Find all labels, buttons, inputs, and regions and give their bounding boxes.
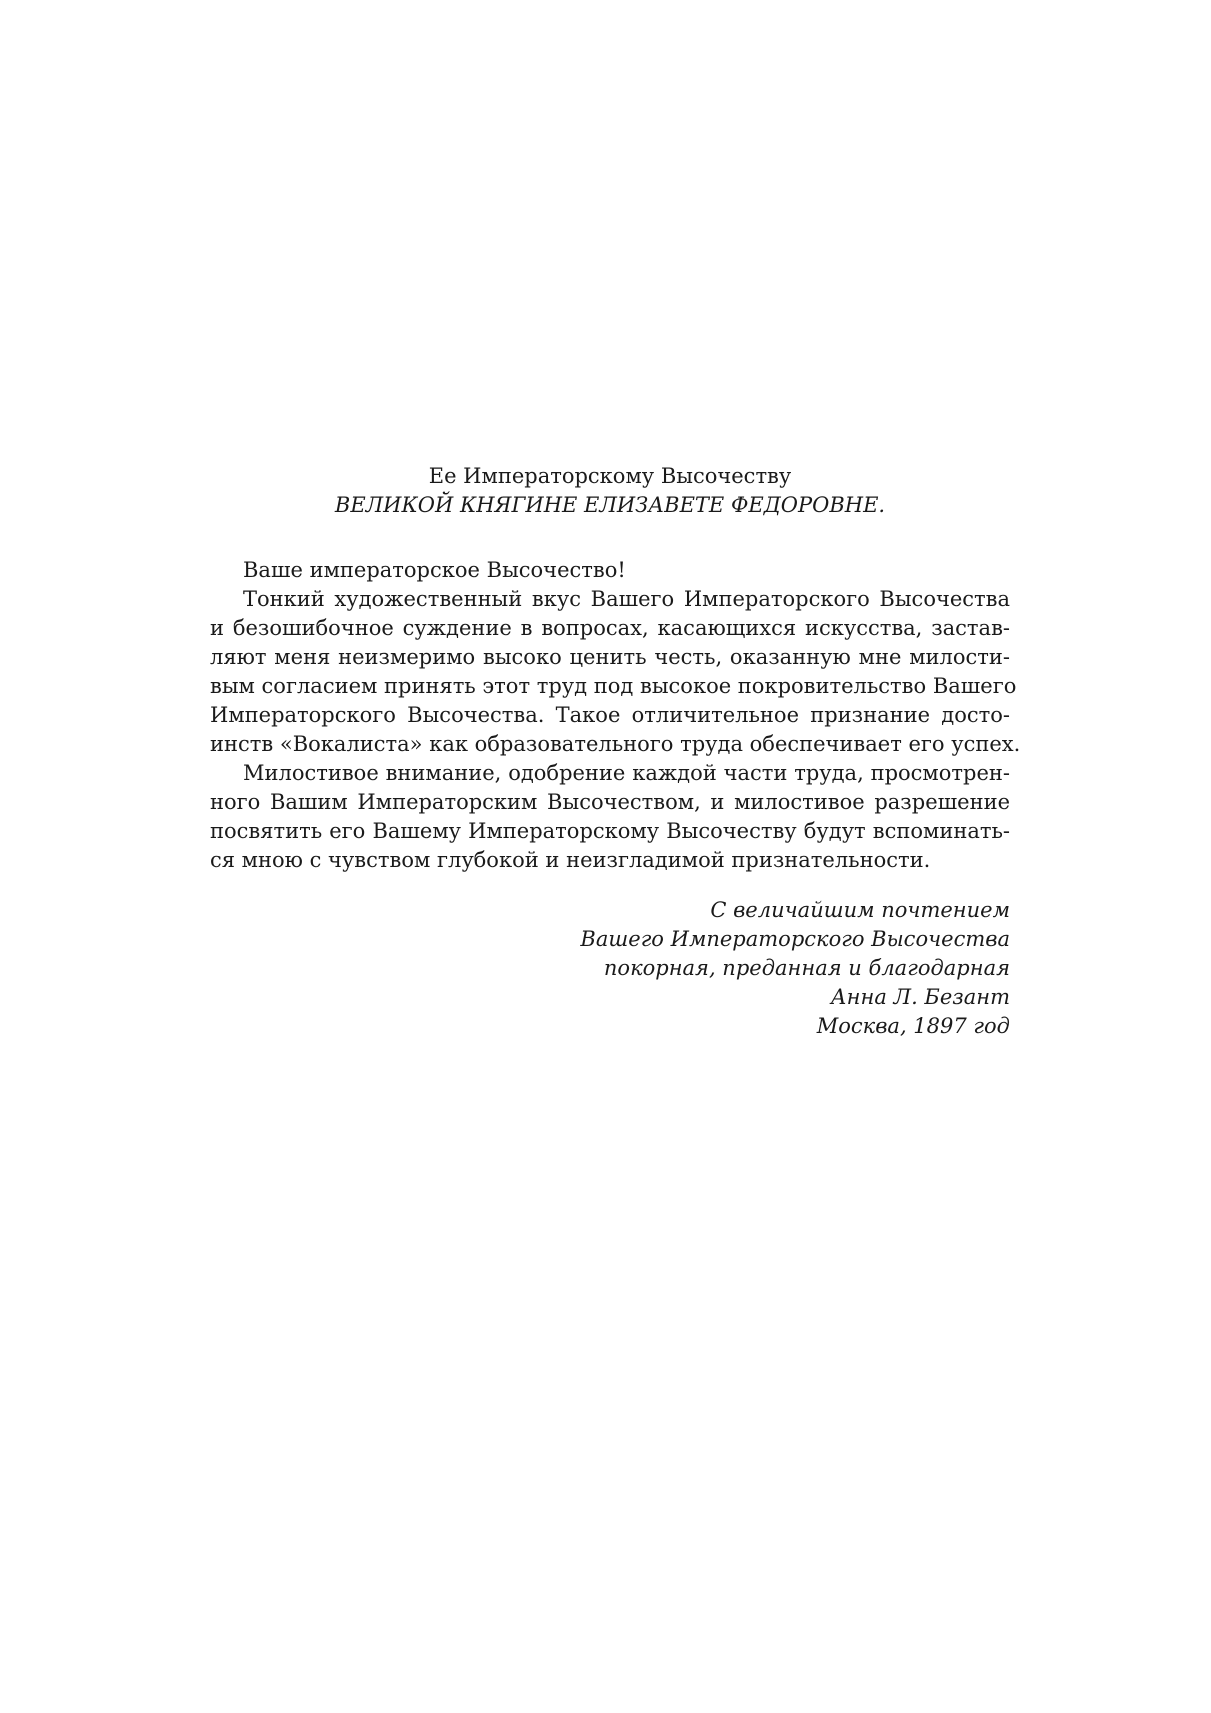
paragraph-2-line: ного Вашим Императорским Высочеством, и милостивое разрешение: [210, 790, 1010, 814]
letter-body: [210, 556, 1021, 875]
signature-place-date: Москва, 1897 год: [816, 1014, 1010, 1038]
paragraph-2-line: посвятить его Вашему Императорскому Высочеству будут вспоминать-: [210, 819, 1010, 843]
signature-author: Анна Л. Безант: [830, 985, 1010, 1009]
paragraph-1-line: и безошибочное суждение в вопросах, касающихся искусства, застав-: [210, 616, 1010, 640]
salutation: Ваше императорское Высочество!: [243, 558, 626, 582]
paragraph-1-line: ляют меня неизмеримо высоко ценить честь, оказанную мне милости-: [210, 645, 1010, 669]
signature-closing: С величайшим почтением: [710, 898, 1010, 922]
dedication-line-2: ВЕЛИКОЙ КНЯГИНЕ ЕЛИЗАВЕТЕ ФЕДОРОВНЕ.: [334, 493, 886, 517]
paragraph-2-line: Милостивое внимание, одобрение каждой части труда, просмотрен-: [243, 761, 1010, 785]
signature-block: [580, 896, 1010, 1041]
signature-addressee: Вашего Императорского Высочества: [580, 927, 1010, 951]
paragraph-1-line: инств «Вокалиста» как образовательного труда обеспечивает его успех.: [210, 732, 1021, 756]
paragraph-1-line: Тонкий художественный вкус Вашего Императорского Высочества: [243, 587, 1010, 611]
paragraph-1-line: вым согласием принять этот труд под высокое покровительство Вашего: [210, 674, 1017, 698]
signature-sentiment: покорная, преданная и благодарная: [603, 956, 1010, 980]
dedication-line-1: Ее Императорскому Высочеству: [428, 464, 792, 488]
paragraph-1-line: Императорского Высочества. Такое отличительное признание досто-: [210, 703, 1010, 727]
paragraph-2-line: ся мною с чувством глубокой и неизгладимой признательности.: [210, 848, 931, 872]
dedication: [210, 462, 1010, 520]
